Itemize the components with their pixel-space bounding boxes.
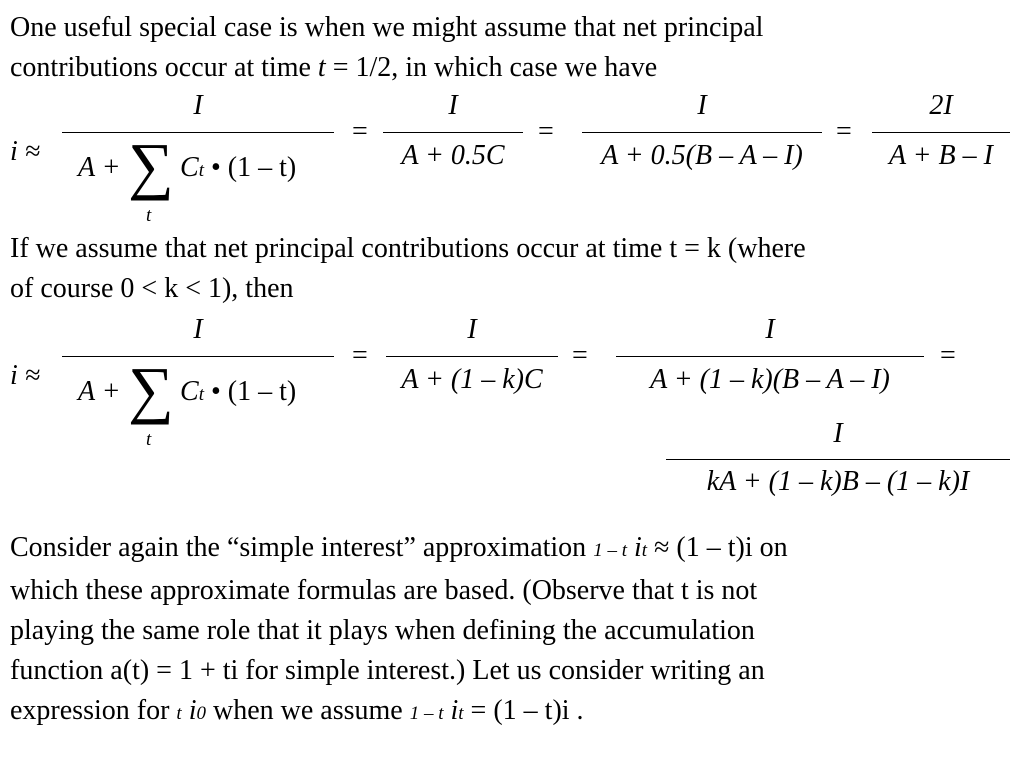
fraction-numerator: I — [193, 90, 203, 121]
variable-t: t — [317, 52, 326, 83]
paragraph-simple-interest — [10, 528, 788, 734]
variable-i: i — [633, 532, 642, 563]
text-line: One useful special case is when we might assume that net principal — [10, 12, 764, 43]
variable-i: i — [450, 695, 459, 726]
equation-lhs: i ≈ — [10, 136, 41, 167]
fraction-bar — [616, 356, 924, 357]
paragraph-intro — [10, 8, 763, 88]
fraction-denominator-rest: Ct • (1 – t) — [180, 376, 297, 407]
text-span: when we assume — [205, 695, 410, 726]
fraction-numerator: I — [467, 314, 477, 345]
fraction-denominator: A + B – I — [889, 140, 993, 171]
summation-symbol: ∑ — [128, 354, 174, 425]
equals-sign: = — [836, 116, 852, 147]
fraction-bar — [62, 132, 334, 133]
fraction-bar — [582, 132, 822, 133]
fraction-denominator: A + (1 – k)(B – A – I) — [650, 364, 890, 395]
fraction-denominator: A + (1 – k)C — [401, 364, 543, 395]
fraction-bar — [872, 132, 1010, 133]
text-span: ≈ (1 – t)i on — [647, 532, 788, 563]
text-span: = 1/2, in which case we have — [325, 52, 658, 83]
variable-i: i — [188, 695, 197, 726]
text-span: = (1 – t)i . — [463, 695, 584, 726]
text-line: If we assume that net principal contributions occur at time t = k (where — [10, 233, 806, 264]
fraction-bar — [666, 459, 1010, 460]
equation-lhs: i ≈ — [10, 360, 41, 391]
text-line — [10, 528, 788, 571]
fraction-denominator: kA + (1 – k)B – (1 – k)I — [706, 466, 970, 497]
fraction-numerator: I — [697, 90, 707, 121]
text-span: expression for — [10, 695, 177, 726]
summation-index: t — [146, 205, 152, 226]
left-subscript: 1 – t — [593, 540, 627, 561]
summation-index: t — [146, 429, 152, 450]
text-line: function a(t) = 1 + ti for simple interest.) Let us consider writing an — [10, 655, 765, 686]
text-line — [10, 48, 763, 88]
fraction-bar — [386, 356, 558, 357]
text-line — [10, 691, 788, 734]
subscript: t — [458, 703, 464, 724]
subscript: 0 — [196, 703, 206, 724]
equals-sign: = — [352, 116, 368, 147]
fraction-denominator: A + — [78, 152, 121, 183]
fraction-denominator-rest: Ct • (1 – t) — [180, 152, 297, 183]
left-subscript: 1 – t — [409, 703, 444, 724]
text-line: which these approximate formulas are based. (Observe that t is not — [10, 575, 758, 606]
paragraph-general-case — [10, 229, 806, 309]
fraction-numerator: I — [765, 314, 775, 345]
summation-symbol: ∑ — [128, 130, 174, 201]
text-span: contributions occur at time — [10, 52, 318, 83]
equals-sign: = — [352, 340, 368, 371]
equals-sign: = — [538, 116, 554, 147]
fraction-numerator: I — [833, 418, 843, 449]
fraction-bar — [383, 132, 523, 133]
fraction-denominator: A + 0.5C — [401, 140, 505, 171]
text-span: Consider again the “simple interest” approximation — [10, 532, 594, 563]
left-subscript: t — [176, 703, 182, 724]
equals-sign: = — [572, 340, 588, 371]
fraction-denominator: A + — [78, 376, 121, 407]
fraction-bar — [62, 356, 334, 357]
fraction-numerator: 2I — [929, 90, 953, 121]
text-line: of course 0 < k < 1), then — [10, 273, 294, 304]
fraction-numerator: I — [193, 314, 203, 345]
subscript: t — [641, 540, 648, 561]
fraction-numerator: I — [448, 90, 458, 121]
equals-sign: = — [940, 340, 956, 371]
text-line: playing the same role that it plays when defining the accumulation — [10, 615, 755, 646]
fraction-denominator: A + 0.5(B – A – I) — [601, 140, 803, 171]
